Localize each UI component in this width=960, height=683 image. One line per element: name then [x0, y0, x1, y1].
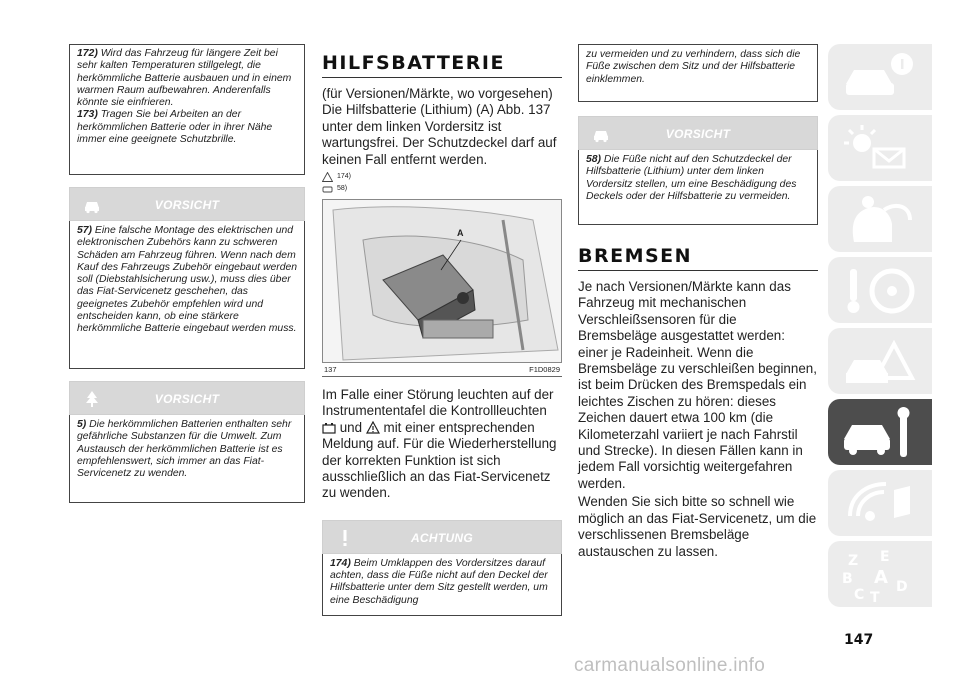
warning-title: VORSICHT [154, 198, 220, 212]
warning-number: 5) [77, 419, 87, 430]
reference-list [322, 171, 562, 195]
caution-car-icon [322, 184, 333, 194]
safety-airbag-icon [840, 192, 920, 248]
index-letter: D [896, 579, 908, 595]
title-rule [578, 270, 818, 271]
warning-text: Die herkömmlichen Batterien enthalten sehr gefährliche Substanzen für die Umwelt. Zum Austausch der herkömmlichen Batterie ist es empfehlenswert, sich immer an das Fiat-Servicenetz zu wenden. [77, 419, 292, 480]
warning-header [69, 381, 305, 415]
tab-multimedia[interactable] [828, 470, 932, 536]
warning-title: VORSICHT [154, 392, 220, 406]
section-title: BREMSEN [578, 245, 693, 267]
index-letter: A [874, 567, 888, 588]
brakes-paragraph: Je nach Versionen/Märkte kann das Fahrzeug mit mechanischen Verschleißsensoren für die Bremsbeläge ausgestattet werden: einer je Radeinheit. Wenn die Bremsbeläge zu verschleißen beginnen, ist beim Drücken des Bremspedals ein leichtes Zischen zu hören: dieses Zeichen dauert etwa 100 km (die Kilometerzahl variiert je nach Fahrstil und Strecke). In diesen Fällen kann in jedem Fall vorsichtig weitergefahren werden. [578, 279, 817, 491]
starting-driving-icon [840, 263, 920, 319]
section-title: HILFSBATTERIE [322, 52, 505, 74]
index-letter: Z [848, 553, 859, 569]
fault-text-part2: mit einer entsprechenden Meldung auf. Für die Wiederherstellung der korrekten Funktion ist sich ausschließlich an das Fiat-Servicenetz zu wenden. [322, 419, 557, 501]
note-text: Tragen Sie bei Arbeiten an der herkömmlichen Batterie oder in ihrer Nähe immer eine geeignete Schutzbrille. [77, 109, 273, 146]
note-text: Wird das Fahrzeug für längere Zeit bei sehr kalten Temperaturen stillgelegt, die herkömmliche Batterie ausbauen und in einem warmen Raum aufbewahren. Anderenfalls könnte sie einfrieren. [77, 48, 292, 109]
index-icon [840, 547, 920, 603]
index-letter: C [854, 587, 865, 603]
fault-text-und: und [339, 419, 363, 435]
watermark: carmanualsonline.info [574, 655, 766, 676]
warning-text: Die Füße nicht auf den Schutzdeckel der Hilfsbatterie (Lithium) unter dem linken Vordersitz stellen, um eine Beschädigung des Deckels oder der Hilfsbatterie zu vermeiden. [586, 154, 797, 202]
tab-index[interactable] [828, 541, 932, 607]
caution-triangle-icon [322, 172, 333, 182]
continued-caution-box [578, 44, 818, 102]
warning-body [69, 221, 305, 369]
tab-starting-driving[interactable] [828, 257, 932, 323]
index-letter: T [870, 590, 880, 603]
title-rule [322, 77, 562, 78]
caution-text: Beim Umklappen des Vordersitzes darauf achten, dass die Füße nicht auf den Deckel der Hilfsbatterie unter dem Sitz gestellt werden, um eine Beschädigung [330, 557, 548, 606]
ref-number: 174) [337, 173, 352, 181]
caution-body [322, 554, 562, 616]
page-number: 147 [844, 632, 874, 648]
intro-paragraph: (für Versionen/Märkte, wo vorgesehen) Die Hilfsbatterie (Lithium) (A) Abb. 137 unter dem linken Vordersitz ist wartungsfrei. Der Schutzdeckel darf auf keinen Fall entfernt werden. [322, 86, 557, 167]
right-column [578, 44, 818, 560]
warning-header [578, 116, 818, 150]
figure-caption [322, 363, 562, 377]
warning-text: Eine falsche Montage des elektrischen und elektronischen Zubehörs kann zu schweren Schäden am Fahrzeug führen. Wenn nach dem Kauf des Fahrzeugs Zubehör eingebaut werden soll (Diebstahlsicherung usw.), muss dies über das Fiat-Servicenetz geschehen, das geeignetes Zubehör empfehlen wird und entscheiden kann, ob eine stärkere herkömmliche Batterie eingebaut werden muss. [77, 225, 298, 335]
note-number: 173) [77, 109, 98, 121]
caution-title: ACHTUNG [410, 530, 474, 545]
left-column [69, 44, 305, 503]
caution-header [322, 520, 562, 554]
chapter-sidebar [828, 44, 932, 612]
tab-emergency[interactable] [828, 328, 932, 394]
warning-body [578, 150, 818, 225]
tab-safety[interactable] [828, 186, 932, 252]
brakes-paragraph-2: Wenden Sie sich bitte so schnell wie möglich an das Fiat-Servicenetz, um die verschlissenen Bremsbeläge austauschen zu lassen. [578, 494, 817, 559]
continued-text: zu vermeiden und zu verhindern, dass sich die Füße zwischen dem Sitz und der Hilfsbatterie einklemmen. [586, 49, 801, 85]
tab-warning-lights[interactable] [828, 115, 932, 181]
warning-number: 57) [77, 225, 93, 236]
tab-car-info[interactable] [828, 44, 932, 110]
battery-seat-illustration [323, 200, 562, 363]
general-warning-triangle-icon [366, 421, 380, 434]
tab-maintenance[interactable] [828, 399, 932, 465]
battery-warning-light-icon [322, 422, 336, 434]
fault-paragraph [322, 387, 562, 502]
notes-box [69, 44, 305, 175]
warning-body [69, 415, 305, 503]
index-letter: B [842, 571, 853, 587]
maintenance-icon [840, 405, 920, 461]
note-number: 172) [77, 48, 98, 59]
car-info-icon [840, 50, 920, 106]
warning-number: 58) [586, 154, 602, 165]
warning-title: VORSICHT [665, 127, 731, 141]
fault-text-part1: Im Falle einer Störung leuchten auf der Instrumententafel die Kontrollleuchten [322, 387, 554, 419]
warning-lights-icon [840, 121, 920, 177]
caution-number: 174) [330, 557, 351, 569]
figure-callout-label: A [457, 228, 464, 239]
multimedia-icon [840, 476, 920, 532]
ref-number: 58) [337, 185, 348, 193]
figure-code: F1D0829 [529, 365, 560, 375]
emergency-icon [840, 334, 920, 390]
figure-battery-under-seat [322, 199, 562, 363]
index-letter: E [880, 549, 890, 565]
middle-column [322, 52, 562, 616]
figure-number: 137 [324, 365, 337, 375]
warning-header [69, 187, 305, 221]
